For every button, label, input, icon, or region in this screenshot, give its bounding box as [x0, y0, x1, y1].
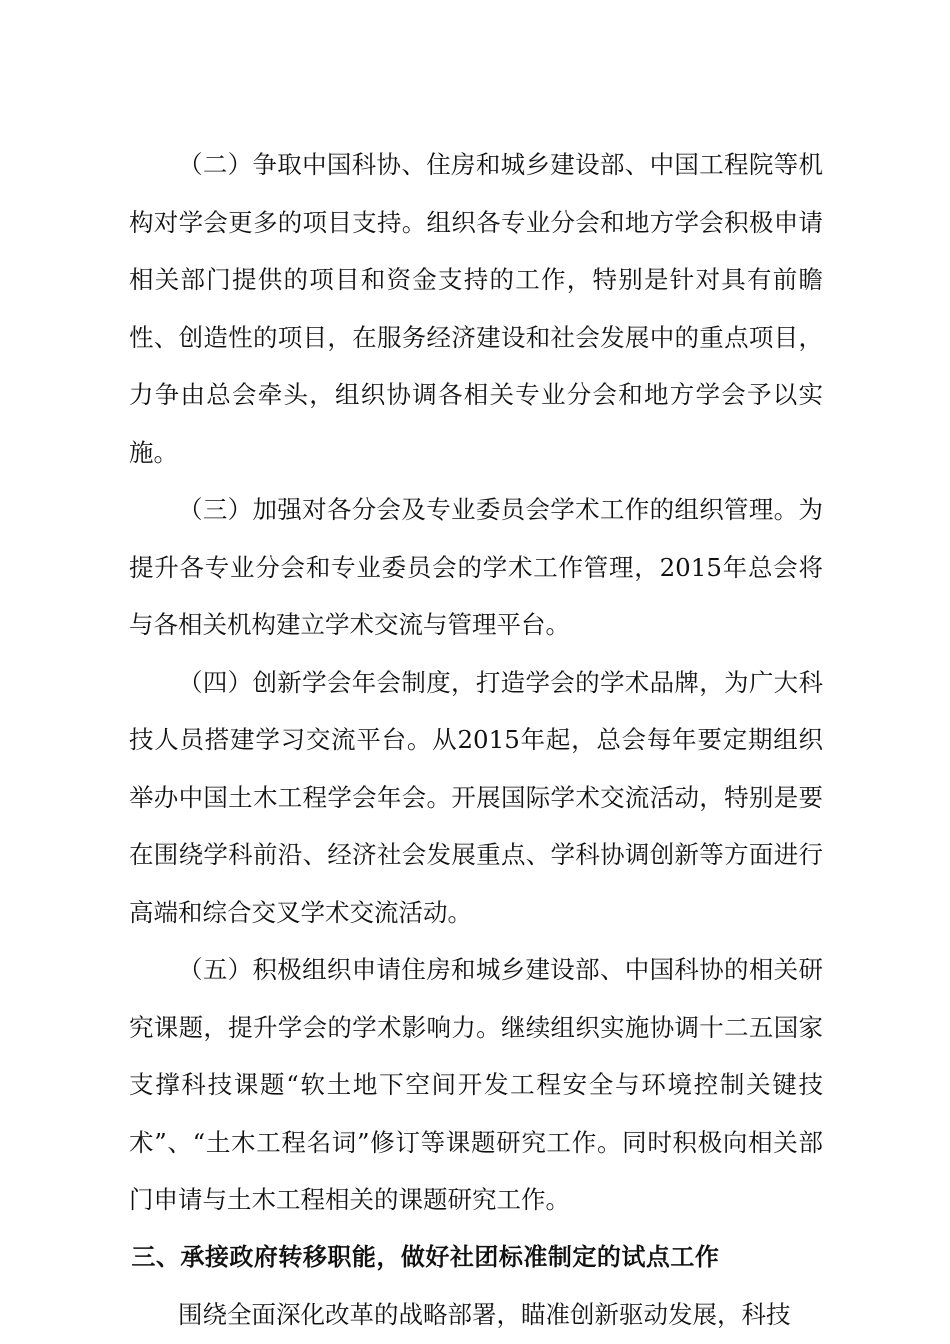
paragraph-project-support: （二）争取中国科协、住房和城乡建设部、中国工程院等机构对学会更多的项目支持。组织各专业分会和地方学会积极申请相关部门提供的项目和资金支持的工作，特别是针对具有前瞻性、创造性的项目，在服务经济建设和社会发展中的重点项目，力争由总会牵头，组织协调各相关专业分会和地方学会予以实施。 — [129, 150, 823, 467]
paragraph-research-topics: （五）积极组织申请住房和城乡建设部、中国科协的相关研究课题，提升学会的学术影响力。继续组织实施协调十二五国家支撑科技课题“软土地下空间开发工程安全与环境控制关键技术”、“土木工程名词”修订等课题研究工作。同时积极向相关部门申请与土木工程相关的课题研究工作。 — [129, 955, 823, 1214]
paragraph-closing: 围绕全面深化改革的战略部署，瞄准创新驱动发展，科技 — [178, 1300, 791, 1329]
section-heading: 三、承接政府转移职能，做好社团标准制定的试点工作 — [131, 1242, 720, 1271]
paragraph-annual-conference: （四）创新学会年会制度，打造学会的学术品牌，为广大科技人员搭建学习交流平台。从2015年起，总会每年要定期组织举办中国土木工程学会年会。开展国际学术交流活动，特别是要在围绕学科前沿、经济社会发展重点、学科协调创新等方面进行高端和综合交叉学术交流活动。 — [129, 667, 823, 927]
paragraph-academic-management: （三）加强对各分会及专业委员会学术工作的组织管理。为提升各专业分会和专业委员会的学术工作管理，2015年总会将与各相关机构建立学术交流与管理平台。 — [129, 495, 823, 639]
document-body — [129, 136, 823, 1344]
